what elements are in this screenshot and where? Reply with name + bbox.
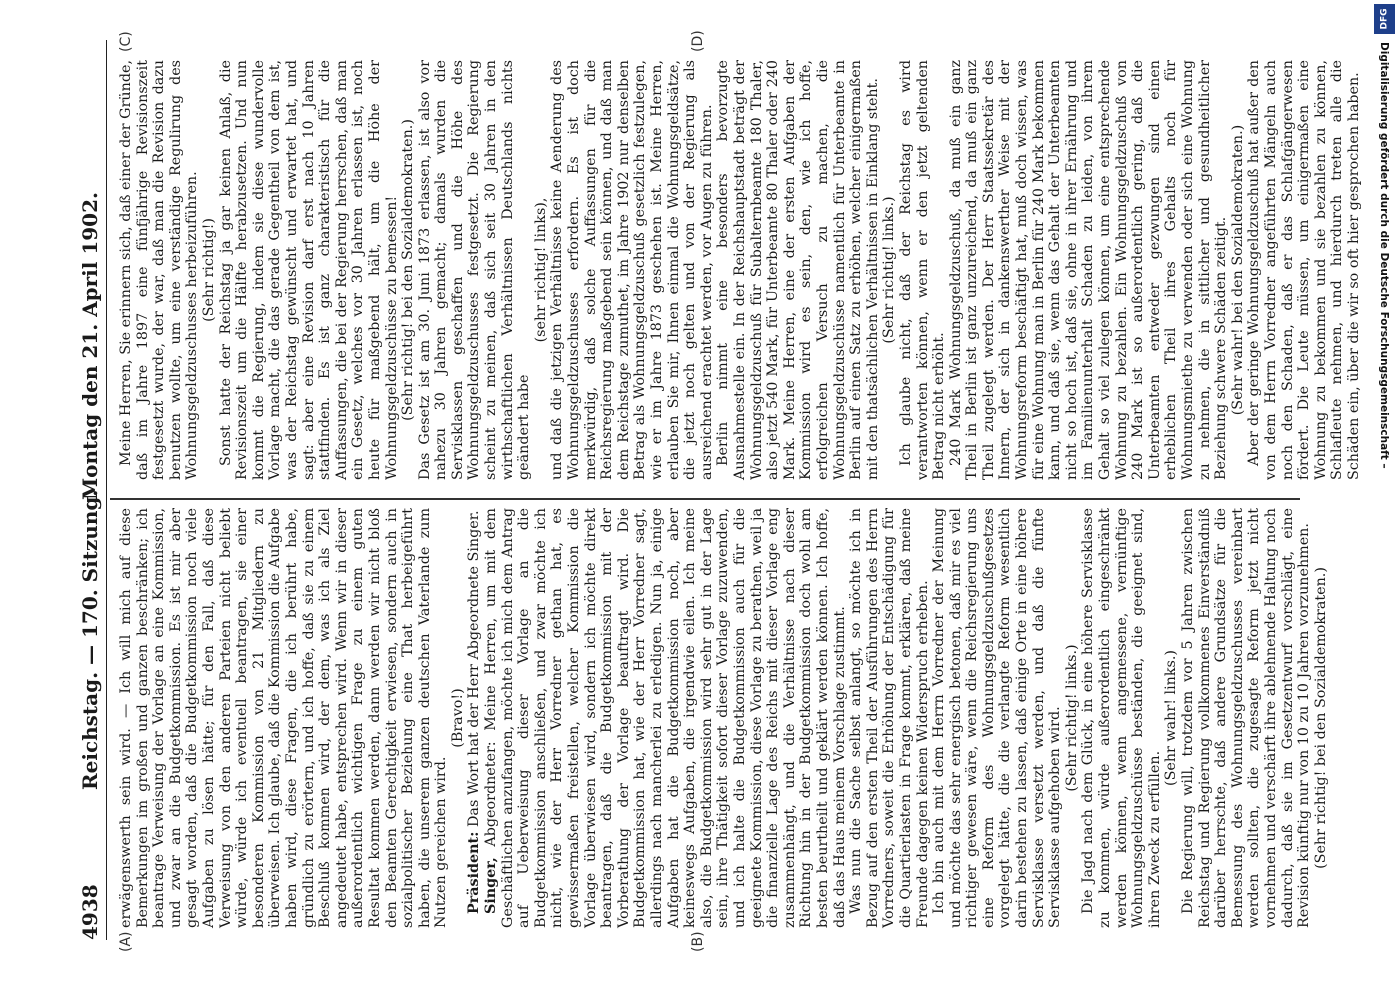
interjection: (Sehr richtig! links.) bbox=[1063, 644, 1080, 792]
session-title: Reichstag. — 170. Sitzung. bbox=[78, 489, 102, 790]
interjection: (Sehr wahr! links.) bbox=[1163, 650, 1180, 786]
left-column bbox=[118, 508, 1329, 928]
right-column bbox=[118, 60, 1363, 480]
interjection: (Sehr wahr! bei den Sozialdemokraten.) bbox=[1229, 124, 1246, 416]
margin-marker-d: (D) bbox=[690, 30, 706, 52]
paragraph: Ich glaube nicht, daß der Reichstag es wird verantworten können, wenn er den jetzt geltenden Betrag nicht erhöht. bbox=[897, 60, 948, 480]
margin-marker-a: (A) bbox=[118, 931, 134, 952]
interjection: (Sehr richtig! bei den Sozialdemokraten.) bbox=[400, 119, 417, 421]
paragraph: Sonst hatte der Reichstag ja gar keinen Anlaß, die Revisionszeit um die Hälfte herabzusetzen. Und nun kommt die Regierung, indem sie diese wundervolle Vorlage macht, die das gerade Gegentheil von dem ist, was der Reichstag gewünscht und erwartet hat, und sagt: aber eine Revision darf erst nach 10 Jahren stattfinden. Es ist ganz charakteristisch für die Auffassungen, die bei der Regierung herrschen, daß man ein Gesetz, welches vor 30 Jahren erlassen ist, noch heute für maßgebend hält, um die Höhe der Wohnungsgeldzuschüsse zu bemessen! bbox=[217, 60, 400, 480]
paragraph bbox=[483, 508, 848, 928]
dfg-logo bbox=[1374, 4, 1395, 34]
paragraph: Das Gesetz ist am 30. Juni 1873 erlassen, ist also vor nahezu 30 Jahren gemacht; damals wurden die Servisklassen geschaffen und die Höhe des Wohnungsgeldzuschusses festgesetzt. Die Regierung scheint zu meinen, daß sich seit 30 Jahren in den wirthschaftlichen Verhältnissen Deutschlands nichts geändert habe bbox=[416, 60, 533, 480]
interjection: (Sehr richtig!) bbox=[200, 218, 217, 322]
digitization-notice-text: Digitalisierung gefördert durch die Deutsche Forschungsgemeinschaft – bbox=[1378, 42, 1390, 469]
paragraph: erwägenswerth sein wird. — Ich will mich auf diese Bemerkungen im großen und ganzen beschränken; ich beantrage Verweisung der Vorlage an eine Kommission, und zwar an die Budgetkommission. Es ist mir aber gesagt worden, daß die Budgetkommission noch viele Aufgaben zu lösen hätte; für den Fall, daß diese Verweisung von den anderen Parteien nicht beliebt würde, würde ich eventuell beantragen, sie einer besonderen Kommission von 21 Mitgliedern zu überweisen. Ich glaube, daß die Kommission die Aufgabe haben wird, diese Fragen, die ich berührt habe, gründlich zu erörtern, und ich hoffe, daß sie zu einem Beschluß kommen wird, der dem, was ich als Ziel angedeutet habe, entsprechen wird. Wenn wir in dieser außerordentlich wichtigen Frage zu einem guten Resultat kommen werden, dann werden wir nicht bloß den Beamten Gerechtigkeit erwiesen, sondern auch in sozialpolitischer Beziehung eine That herbeigeführt haben, die unserem ganzen deutschen Vaterlande zum Nutzen gereichen wird. bbox=[118, 508, 450, 928]
interjection: (Sehr richtig! bei den Sozialdemokraten.) bbox=[1312, 567, 1329, 869]
paragraph bbox=[466, 508, 483, 928]
paragraph: Meine Herren, Sie erinnern sich, daß einer der Gründe, daß im Jahre 1897 eine fünfjährige Revisionszeit festgesetzt wurde, der war, daß man die Revision dazu benutzen wollte, um eine verständige Regulirung des Wohnungsgeldzuschusses herbeizuführen. bbox=[118, 60, 201, 480]
paragraph: Ich bin auch mit dem Herrn Vorredner der Meinung und möchte das sehr energisch betonen, daß mir es viel richtiger gewesen wäre, wenn die Reichsregierung uns eine Reform des Wohnungsgeldzuschußgesetzes vorgelegt hätte, die die verlangte Reform wesentlich darin bestehen zu lassen, daß einige Orte in eine höhere Servisklasse versetzt werden, und daß die fünfte Servisklasse aufgehoben wird. bbox=[931, 508, 1064, 928]
speaker-text: Das Wort hat der Herr Abgeordnete Singer. bbox=[466, 510, 483, 828]
speaker-text: Abgeordneter: Meine Herren, um mit dem Geschäftlichen anzufangen, möchte ich mich dem Antrag auf Ueberweisung dieser Vorlage an die Budgetkommission anschließen, und zwar möchte ich nicht, wie der Herr Vorredner gethan hat, es gewissermaßen freistellen, welcher Kommission die Vorlage überwiesen wird, sondern ich möchte direkt beantragen, daß die Budgetkommission mit der Vorberathung der Vorlage beauftragt wird. Die Budgetkommission hat, wie der Herr Vorredner sagt, allerdings nach mancherlei zu erledigen. Nun ja, einige Aufgaben hat die Budgetkommission noch, aber keineswegs Aufgaben, die irgendwie eilen. Ich meine also, die Budgetkommission wird sehr gut in der Lage sein, ihre Thätigkeit sofort dieser Vorlage zuzuwenden, und ich halte die Budgetkommission auch für die geeignete Kommission, diese Vorlage zu berathen, weil ja die finanzielle Lage des Reichs mit dieser Vorlage eng zusammenhängt, und die Verhältnisse nach dieser Richtung hin in der Budgetkommission doch wohl am besten beurtheilt und geklärt werden können. Ich hoffe, daß das Haus meinem Vorschlage zustimmt. bbox=[483, 508, 848, 928]
column-divider bbox=[110, 499, 1300, 501]
paragraph: Die Jagd nach dem Glück, in eine höhere Servisklasse zu kommen, würde außerordentlich eingeschränkt werden können, wenn angemessene, vernünftige Wohnungsgeldzuschüsse beständen, die geeignet sind, ihren Zweck zu erfüllen. bbox=[1080, 508, 1163, 928]
margin-marker-c: (C) bbox=[118, 31, 134, 52]
paragraph: und daß die jetzigen Verhältnisse keine Aenderung des Wohnungsgeldzuschusses erfordern. Es ist doch merkwürdig, daß solche Auffassungen für die Reichsregierung maßgebend sein können, und daß man dem Reichstage zumuthet, im Jahre 1902 nur denselben Betrag als Wohnungsgeldzuschuß gesetzlich festzulegen, wie er im Jahre 1873 geschehen ist. Meine Herren, erlauben Sie mir, Ihnen einmal die Wohnungsgeldsätze, die jetzt noch gelten und von der Regierung als ausreichend erachtet werden, vor Augen zu führen. bbox=[549, 60, 715, 480]
interjection: (sehr richtig! links), bbox=[532, 197, 549, 343]
speaker-label: Singer, bbox=[483, 857, 500, 914]
speaker-label: Präsident: bbox=[466, 831, 483, 914]
paragraph: Aber der geringe Wohnungsgeldzuschuß hat außer den von dem Herrn Vorredner angeführten Mängeln auch noch den Schaden, daß er das Schlafgängerwesen fördert. Die Leute müssen, um einigermaßen eine Wohnung zu bekommen und sie bezahlen zu können, Schlafleute nehmen, und hierdurch treten alle die Schäden ein, über die wir so oft hier gesprochen haben. bbox=[1246, 60, 1362, 480]
paragraph: Was nun die Sache selbst anlangt, so möchte ich in Bezug auf den ersten Theil der Ausführungen des Herrn Vorredners, soweit die Erhöhung der Entschädigung für die Quartierlasten in Frage kommt, erklären, daß meine Freunde dagegen keinen Widerspruch erheben. bbox=[848, 508, 931, 928]
paragraph: Die Regierung will, trotzdem vor 5 Jahren zwischen Reichstag und Regierung vollkommenes Einverständniß darüber herrschte, daß andere Grundsätze für die Bemessung des Wohnungsgeldzuschusses vereinbart werden sollten, die zugesagte Reform jetzt nicht vornehmen und verschärft ihre ablehnende Haltung noch dadurch, daß sie im Gesetzentwurf vorschlägt, eine Revision künftig nur von 10 zu 10 Jahren vorzunehmen. bbox=[1180, 508, 1313, 928]
dfg-logo-text: DFG bbox=[1379, 8, 1390, 30]
session-date: Montag den 21. April 1902. bbox=[78, 192, 102, 500]
page-number: 4938 bbox=[78, 884, 102, 940]
interjection: (Sehr richtig! links.) bbox=[881, 196, 898, 344]
margin-marker-b: (B) bbox=[690, 931, 706, 952]
page-header bbox=[72, 40, 107, 940]
paragraph: Berlin nimmt eine besonders bevorzugte Ausnahmestelle ein. In der Reichshauptstadt beträgt der Wohnungsgeldzuschuß für Subalternbeamte 180 Thaler, also jetzt 540 Mark, für Unterbeamte 80 Thaler oder 240 Mark. Meine Herren, eine der ersten Aufgaben der Kommission wird es sein, den, wie ich hoffe, erfolgreichen Versuch zu machen, die Wohnungsgeldzuschüsse namentlich für Unterbeamte in Berlin auf einen Satz zu erhöhen, welcher einigermaßen mit den thatsächlichen Verhältnissen in Einklang steht. bbox=[715, 60, 881, 480]
digitization-notice bbox=[1372, 42, 1397, 562]
interjection: (Bravo!) bbox=[449, 688, 466, 748]
paragraph: 240 Mark Wohnungsgeldzuschuß, da muß ein ganz Theil in Berlin ist ganz unzureichend, da muß ein ganz Theil zugelegt werden. Der Herr Staatssekretär des Innern, der sich in dankenswerther Weise mit der Wohnungsreform beschäftigt hat, muß doch wissen, was für eine Wohnung man in Berlin für 240 Mark bekommen kann, und daß sie, wenn das Gehalt der Unterbeamten nicht so hoch ist, daß sie, ohne in ihrer Ernährung und im Familienunterhalt Schaden zu leiden, von ihrem Gehalt so viel zulegen können, um eine entsprechende Wohnung zu bezahlen. Ein Wohnungsgeldzuschuß von 240 Mark ist so außerordentlich gering, daß die Unterbeamten entweder gezwungen sind einen erheblichen Theil ihres Gehalts noch für Wohnungsmiethe zu verwenden oder sich eine Wohnung zu nehmen, die in sittlicher und gesundheitlicher Beziehung schwere Schäden zeitigt. bbox=[947, 60, 1230, 480]
digitization-sidebar bbox=[1372, 0, 1397, 1000]
